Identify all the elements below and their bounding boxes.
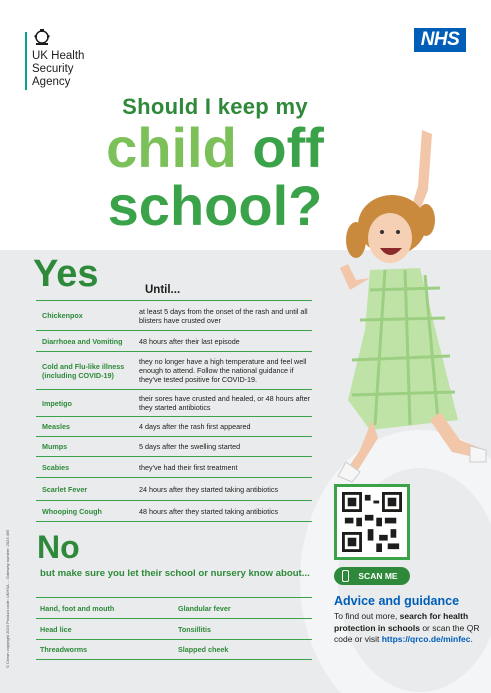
no-title: No bbox=[37, 529, 80, 565]
table-row bbox=[36, 597, 312, 618]
scan-me-label: SCAN ME bbox=[358, 571, 398, 581]
table-row bbox=[36, 639, 312, 660]
until-text: 4 days after the rash first appeared bbox=[139, 422, 251, 431]
advice-text-plain: To find out more, bbox=[334, 611, 400, 621]
condition: Scarlet Fever bbox=[42, 484, 88, 494]
table-row bbox=[36, 500, 312, 522]
table-row bbox=[36, 618, 312, 639]
table-row bbox=[36, 300, 312, 330]
headline-off: off bbox=[236, 116, 324, 179]
qr-code[interactable] bbox=[334, 484, 410, 560]
logo-rule bbox=[25, 32, 27, 90]
agency-line-2: Security bbox=[32, 63, 74, 75]
until-text: they no longer have a high temperature and feel well enough to attend. Follow the national guidance if they've tested positive for COVID-19. bbox=[139, 357, 307, 384]
until-text: their sores have crusted and healed, or 48 hours after they started antibiotics bbox=[139, 394, 311, 412]
condition: Cold and Flu-like illness (including COVID-19) bbox=[42, 361, 125, 380]
headline-child: child bbox=[106, 116, 237, 179]
condition: Tonsillitis bbox=[178, 624, 212, 634]
headline-question: Should I keep my bbox=[122, 94, 308, 119]
condition: Mumps bbox=[42, 442, 68, 451]
agency-name bbox=[32, 50, 132, 89]
royal-crest-icon bbox=[32, 28, 52, 46]
condition: Hand, foot and mouth bbox=[40, 603, 115, 613]
nhs-logo: NHS bbox=[414, 28, 466, 52]
table-row bbox=[36, 477, 312, 500]
qr-code-icon bbox=[342, 492, 402, 552]
jumping-girl-illustration bbox=[330, 120, 490, 490]
advice-text bbox=[334, 611, 484, 646]
yes-table bbox=[36, 300, 312, 522]
condition: Glandular fever bbox=[178, 603, 231, 613]
phone-icon bbox=[342, 570, 349, 582]
until-text: 48 hours after their last episode bbox=[139, 336, 240, 346]
copyright-note: © Crown copyright 2023 Product code: UKHSA ... Gateway number: 2023 465 bbox=[5, 529, 10, 668]
agency-line-3: Agency bbox=[32, 76, 71, 88]
condition: Whooping Cough bbox=[42, 506, 102, 516]
until-text: at least 5 days from the onset of the rash and until all blisters have crusted over bbox=[139, 306, 308, 325]
table-row bbox=[36, 351, 312, 389]
condition: Slapped cheek bbox=[178, 645, 229, 654]
condition: Measles bbox=[42, 422, 70, 431]
condition: Scabies bbox=[42, 462, 70, 472]
advice-title: Advice and guidance bbox=[334, 594, 460, 608]
yes-title: Yes bbox=[33, 253, 99, 295]
no-subtitle: but make sure you let their school or nursery know about... bbox=[40, 568, 310, 579]
table-row bbox=[36, 456, 312, 477]
advice-url-end: . bbox=[470, 634, 473, 644]
until-text: 5 days after the swelling started bbox=[139, 442, 241, 451]
until-text: they've had their first treatment bbox=[139, 462, 238, 472]
headline-line-2: school? bbox=[107, 174, 323, 237]
condition: Chickenpox bbox=[42, 311, 83, 320]
table-row bbox=[36, 389, 312, 416]
ukhsa-logo bbox=[25, 28, 135, 98]
advice-text-bold: search for health protection in schools bbox=[334, 611, 469, 633]
advice-url-link[interactable]: https://qrco.de/minfec bbox=[381, 634, 471, 644]
table-row bbox=[36, 416, 312, 436]
condition: Impetigo bbox=[42, 398, 72, 408]
scan-me-button[interactable] bbox=[334, 567, 410, 585]
agency-line-1: UK Health bbox=[32, 50, 85, 62]
table-row bbox=[36, 436, 312, 456]
condition: Diarrhoea and Vomiting bbox=[42, 336, 123, 346]
until-text: 48 hours after they started taking antibiotics bbox=[139, 506, 279, 516]
advice-text-rest: or scan the QR code or visit bbox=[334, 622, 480, 644]
until-label: Until... bbox=[145, 284, 181, 296]
table-row bbox=[36, 330, 312, 351]
condition: Head lice bbox=[40, 624, 72, 634]
until-text: 24 hours after they started taking antibiotics bbox=[139, 484, 279, 494]
no-table bbox=[36, 597, 312, 660]
condition: Threadworms bbox=[40, 645, 88, 654]
